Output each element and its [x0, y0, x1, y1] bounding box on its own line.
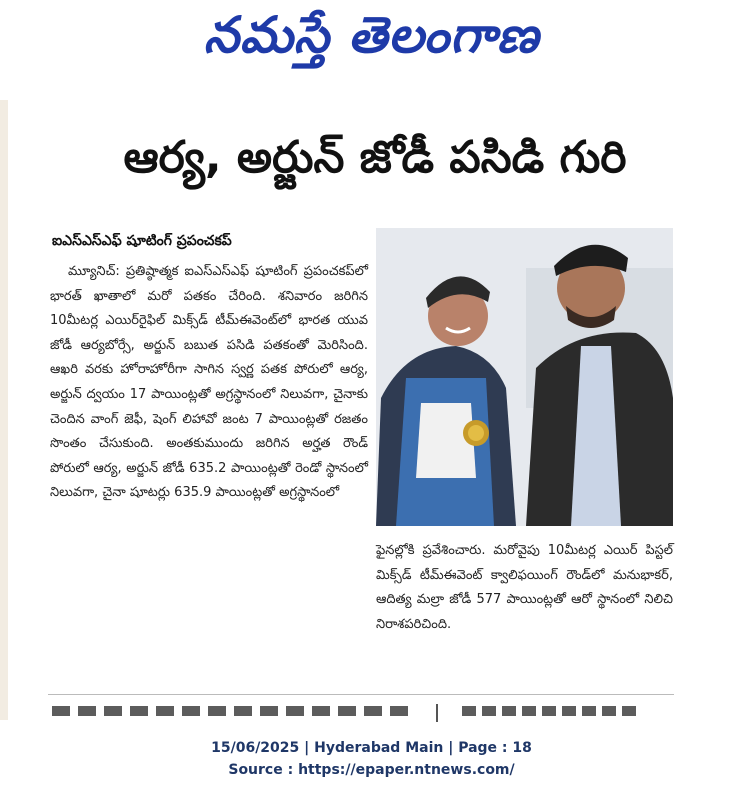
body-paragraph: ఫైనల్లోకి ప్రవేశించారు. మరోవైపు 10మీటర్ల ఎయిర్ పిస్టల్ మిక్స్‌డ్ టీమ్‌ఈవెంట్ క్వాలిఫయింగ్ రౌండ్‌లో మనుభాకర్, ఆదిత్య మల్రా జోడీ 577 పాయింట్లతో ఆరో స్థానంలో నిలిచి నిరాశపరిచింది.: [376, 543, 673, 632]
next-article-teaser-cropped: [52, 704, 672, 722]
article-headline: ఆర్య, అర్జున్ జోడీ పసిడి గురి: [123, 132, 627, 183]
page-edge: [0, 100, 8, 720]
article-body-left: [50, 260, 368, 506]
article-subheading: ఐఎస్ఎస్ఎఫ్ షూటింగ్ ప్రపంచకప్: [52, 233, 232, 249]
shooters-photo: [376, 228, 673, 526]
clipping-footer: [0, 737, 743, 781]
source-link[interactable]: Source : https://epaper.ntnews.com/: [228, 762, 515, 778]
edition-info: 15/06/2025 | Hyderabad Main | Page : 18: [211, 740, 532, 756]
section-divider: [48, 694, 674, 695]
cropped-headline-left: [52, 706, 412, 716]
newspaper-title: నమస్తే తెలంగాణ: [203, 6, 540, 64]
article-body-right: [376, 539, 673, 637]
masthead: [0, 0, 743, 78]
body-paragraph: మ్యూనిచ్: ప్రతిష్ఠాత్మక ఐఎస్ఎస్ఎఫ్ షూటింగ్ ప్రపంచకప్‌లో భారత్ ఖాతాలో మరో పతకం చేరింది. శనివారం జరిగిన 10మీటర్ల ఎయిర్‌రైఫిల్ మిక్స్‌డ్ టీమ్‌ఈవెంట్‌లో భారత యువ జోడీ ఆర్యబోర్సే, అర్జున్ బబుత పసిడి పతకంతో మెరిసింది. ఆఖరి వరకు హోరాహోరీగా సాగిన స్వర్ణ పతక పోరులో ఆర్య, అర్జున్ ద్వయం 17 పాయింట్లతో అగ్రస్థానంలో నిలువగా, చైనాకు చెందిన వాంగ్ జెఫీ, షెంగ్ లిహావో జంట 7 పాయింట్లతో రజతం సొంతం చేసుకుంది. అంతకుముందు జరిగిన అర్హత రౌండ్ పోరులో ఆర్య, అర్జున్ జోడీ 635.2 పాయింట్లతో రెండో స్థానంలో నిలువగా, చైనా షూటర్లు 635.9 పాయింట్లతో అగ్రస్థానంలో: [50, 264, 368, 501]
column-separator: [436, 704, 438, 722]
athletes-image: [376, 228, 673, 526]
cropped-headline-right: [462, 706, 642, 716]
